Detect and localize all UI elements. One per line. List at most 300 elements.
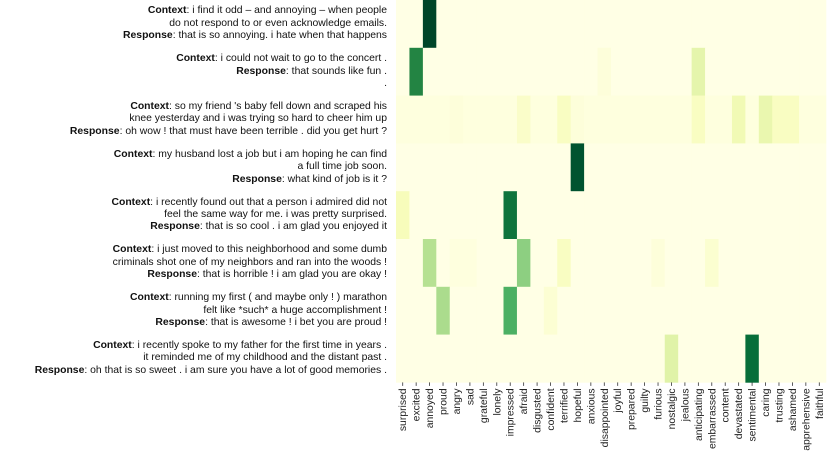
- heatmap-cell: [517, 96, 531, 144]
- heatmap-cell: [719, 0, 733, 48]
- heatmap-cell: [799, 0, 813, 48]
- x-tick-label: jealous: [680, 388, 692, 422]
- heatmap-cell: [651, 287, 665, 335]
- x-tick-label: anxious: [586, 388, 598, 425]
- x-tick-label: surprised: [398, 388, 410, 432]
- heatmap-cell: [651, 335, 665, 383]
- row-label-text: : i find it odd – and annoying – when people: [186, 5, 387, 17]
- heatmap-cell: [530, 48, 544, 96]
- heatmap-cell: [786, 48, 800, 96]
- heatmap-cell: [396, 0, 410, 48]
- heatmap-cell: [799, 96, 813, 144]
- heatmap-cell: [584, 191, 598, 239]
- heatmap-cell: [557, 143, 571, 191]
- heatmap-cell: [813, 287, 827, 335]
- x-tick-label: sad: [465, 388, 477, 406]
- row-label-keyword: Response: [123, 30, 173, 42]
- x-tick-label: afraid: [519, 388, 531, 415]
- heatmap-cell: [517, 48, 531, 96]
- heatmap-cell: [517, 143, 531, 191]
- heatmap-cell: [651, 143, 665, 191]
- heatmap-cell: [450, 0, 464, 48]
- heatmap-cell: [813, 48, 827, 96]
- heatmap-cell: [705, 287, 719, 335]
- row-label-keyword: Response: [69, 125, 120, 137]
- heatmap-cell: [813, 143, 827, 191]
- heatmap-cell: [423, 0, 437, 48]
- x-tick-label: confident: [546, 388, 558, 431]
- x-tick-label: excited: [411, 388, 423, 422]
- heatmap-cell: [544, 48, 558, 96]
- heatmap-cell: [490, 191, 504, 239]
- heatmap-cell: [745, 239, 759, 287]
- x-tick-label: devastated: [734, 388, 746, 440]
- heatmap-cell: [409, 0, 423, 48]
- heatmap-cell: [732, 239, 746, 287]
- heatmap-cell: [705, 239, 719, 287]
- row-label-keyword: Context: [111, 196, 151, 208]
- x-tick-label: guilty: [640, 388, 652, 413]
- row-label-text: : i just moved to this neighborhood and some dumb: [151, 244, 387, 256]
- heatmap-cell: [678, 96, 692, 144]
- heatmap-cell: [692, 191, 706, 239]
- heatmap-cell: [692, 287, 706, 335]
- heatmap-cell: [396, 239, 410, 287]
- heatmap-cell: [638, 96, 652, 144]
- row-label-text: knee yesterday and i was trying so hard to cheer him up: [129, 113, 387, 125]
- heatmap-cell: [423, 287, 437, 335]
- heatmap-cell: [665, 239, 679, 287]
- heatmap-cell: [624, 0, 638, 48]
- heatmap-cell: [584, 0, 598, 48]
- heatmap-cell: [463, 48, 477, 96]
- row-label-keyword: Response: [155, 316, 206, 328]
- heatmap-cell: [719, 335, 733, 383]
- x-tick-label: caring: [761, 388, 773, 417]
- x-tick-label: nostalgic: [666, 388, 678, 430]
- heatmap-cell: [450, 96, 464, 144]
- heatmap-cell: [772, 143, 786, 191]
- heatmap-cell: [396, 287, 410, 335]
- x-tick-label: lonely: [492, 388, 504, 416]
- heatmap-cell: [638, 335, 652, 383]
- heatmap-cell: [557, 0, 571, 48]
- heatmap-cell: [705, 335, 719, 383]
- row-label-keyword: Response: [232, 173, 282, 185]
- row-label-text: : my husband lost a job but i am hoping he can find: [152, 148, 387, 160]
- heatmap-cell: [477, 0, 491, 48]
- heatmap-cell: [477, 143, 491, 191]
- heatmap-cell: [759, 287, 773, 335]
- row-label-text: feel the same way for me. i was pretty surprised.: [164, 208, 387, 220]
- heatmap-cell: [463, 239, 477, 287]
- heatmap-cell: [409, 96, 423, 144]
- heatmap-cell: [517, 335, 531, 383]
- row-label-text: it reminded me of my childhood and the distant past .: [143, 352, 387, 364]
- x-tick-label: sentimental: [747, 388, 759, 442]
- heatmap-cell: [745, 96, 759, 144]
- heatmap-cell: [477, 335, 491, 383]
- heatmap-cell: [745, 0, 759, 48]
- heatmap-cell: [638, 143, 652, 191]
- heatmap-cell: [705, 191, 719, 239]
- heatmap-cell: [504, 96, 518, 144]
- heatmap-cell: [450, 287, 464, 335]
- x-tick-label: prepared: [626, 388, 638, 430]
- heatmap-cell: [638, 48, 652, 96]
- heatmap-cell: [813, 335, 827, 383]
- heatmap-cell: [638, 239, 652, 287]
- heatmap-cell: [799, 191, 813, 239]
- heatmap-cell: [477, 287, 491, 335]
- heatmap-cell: [544, 0, 558, 48]
- heatmap-cell: [624, 96, 638, 144]
- row-label-text: : that is horrible ! i am glad you are okay !: [196, 269, 387, 281]
- row-label-text: .: [384, 77, 387, 89]
- heatmap-cell: [611, 96, 625, 144]
- heatmap-cell: [692, 239, 706, 287]
- row-label-text: felt like *such* a huge accomplishment !: [203, 304, 387, 316]
- heatmap-cell: [665, 287, 679, 335]
- x-tick-label: furious: [653, 388, 665, 420]
- heatmap-cell: [436, 0, 450, 48]
- heatmap-cell: [651, 48, 665, 96]
- x-tick-label: anticipating: [693, 388, 705, 441]
- heatmap-cell: [436, 191, 450, 239]
- x-tick-label: grateful: [478, 388, 490, 424]
- heatmap-cell: [571, 48, 585, 96]
- heatmap-cell: [584, 48, 598, 96]
- heatmap-cell: [584, 287, 598, 335]
- heatmap-cell: [772, 48, 786, 96]
- heatmap-cell: [557, 191, 571, 239]
- row-label-text: : running my first ( and maybe only ! ) marathon: [168, 292, 387, 304]
- heatmap-cell: [719, 239, 733, 287]
- heatmap-cell: [611, 191, 625, 239]
- row-label-text: criminals shot one of my neighbors and ran into the woods !: [112, 256, 387, 268]
- heatmap-cell: [813, 0, 827, 48]
- heatmap-cell: [745, 143, 759, 191]
- heatmap-cell: [705, 0, 719, 48]
- heatmap-cell: [450, 48, 464, 96]
- heatmap-cell: [530, 143, 544, 191]
- x-tick-label: joyful: [613, 388, 625, 413]
- heatmap-cell: [584, 239, 598, 287]
- heatmap-cell: [732, 287, 746, 335]
- heatmap-cell: [665, 0, 679, 48]
- heatmap-cell: [423, 335, 437, 383]
- heatmap-cell: [409, 191, 423, 239]
- heatmap-cell: [530, 96, 544, 144]
- heatmap-cell: [638, 287, 652, 335]
- x-tick-label: impressed: [505, 388, 517, 437]
- heatmap-cell: [490, 48, 504, 96]
- heatmap-cell: [745, 335, 759, 383]
- heatmap-cell: [571, 0, 585, 48]
- x-tick-label: trusting: [774, 388, 786, 423]
- heatmap-cell: [423, 48, 437, 96]
- heatmap-cell: [396, 96, 410, 144]
- row-label-keyword: Response: [147, 269, 197, 281]
- heatmap-cell: [423, 191, 437, 239]
- heatmap-cell: [436, 48, 450, 96]
- heatmap-cell: [719, 48, 733, 96]
- heatmap-cell: [732, 96, 746, 144]
- heatmap-cell: [745, 287, 759, 335]
- heatmap-cell: [813, 96, 827, 144]
- heatmap-cell: [517, 287, 531, 335]
- heatmap-cell: [665, 96, 679, 144]
- heatmap-cell: [651, 191, 665, 239]
- heatmap-cell: [611, 48, 625, 96]
- heatmap-cell: [624, 143, 638, 191]
- heatmap-cell: [490, 287, 504, 335]
- heatmap-cell: [517, 0, 531, 48]
- heatmap-cell: [651, 239, 665, 287]
- heatmap-cell: [678, 48, 692, 96]
- heatmap-cell: [504, 239, 518, 287]
- heatmap-cell: [557, 96, 571, 144]
- heatmap-cell: [813, 239, 827, 287]
- heatmap-cell: [409, 143, 423, 191]
- row-label-text: : what kind of job is it ?: [281, 173, 387, 185]
- heatmap-cell: [584, 335, 598, 383]
- heatmap-cell: [719, 191, 733, 239]
- row-label-keyword: Response: [236, 65, 286, 77]
- heatmap-cell: [423, 96, 437, 144]
- heatmap-cell: [759, 239, 773, 287]
- heatmap-cell: [638, 191, 652, 239]
- heatmap-cell: [665, 48, 679, 96]
- heatmap-cell: [571, 335, 585, 383]
- heatmap-cell: [463, 96, 477, 144]
- heatmap-cell: [477, 48, 491, 96]
- heatmap-cell: [624, 239, 638, 287]
- heatmap-cell: [490, 96, 504, 144]
- heatmap-cell: [665, 191, 679, 239]
- heatmap-cell: [678, 335, 692, 383]
- heatmap-cell: [786, 239, 800, 287]
- heatmap-cell: [678, 0, 692, 48]
- heatmap-cell: [504, 335, 518, 383]
- heatmap-cell: [517, 191, 531, 239]
- heatmap-cell: [598, 335, 612, 383]
- heatmap-cell: [477, 191, 491, 239]
- x-tick-label: disappointed: [599, 388, 611, 448]
- heatmap-cell: [624, 335, 638, 383]
- x-tick-label: terrified: [559, 388, 571, 424]
- x-tick-label: apprehensive: [801, 388, 813, 451]
- x-tick-label: disgusted: [532, 388, 544, 433]
- heatmap-cell: [409, 48, 423, 96]
- heatmap-cell: [678, 239, 692, 287]
- row-label-keyword: Context: [176, 53, 215, 65]
- heatmap-cell: [409, 335, 423, 383]
- heatmap-cell: [436, 335, 450, 383]
- heatmap-cell: [786, 143, 800, 191]
- x-tick-label: faithful: [814, 388, 826, 420]
- heatmap-cell: [571, 191, 585, 239]
- heatmap-cell: [504, 0, 518, 48]
- heatmap-cell: [477, 96, 491, 144]
- heatmap-cell: [705, 48, 719, 96]
- heatmap-cell: [571, 96, 585, 144]
- heatmap-cell: [584, 143, 598, 191]
- row-label-keyword: Context: [130, 292, 169, 304]
- heatmap-cell: [759, 0, 773, 48]
- heatmap-cell: [759, 191, 773, 239]
- heatmap-cell: [544, 287, 558, 335]
- heatmap-cell: [759, 335, 773, 383]
- x-tick-label: content: [720, 388, 732, 423]
- heatmap-cell: [692, 143, 706, 191]
- heatmap-cell: [598, 96, 612, 144]
- heatmap-cell: [772, 96, 786, 144]
- heatmap-cell: [544, 143, 558, 191]
- heatmap-cell: [705, 96, 719, 144]
- heatmap-cell: [504, 143, 518, 191]
- heatmap-cell: [544, 191, 558, 239]
- heatmap-cell: [436, 143, 450, 191]
- row-label-text: : so my friend 's baby fell down and scraped his: [169, 100, 387, 112]
- heatmap-cell: [799, 143, 813, 191]
- heatmap-cell: [530, 0, 544, 48]
- heatmap-cell: [544, 239, 558, 287]
- heatmap-cell: [692, 335, 706, 383]
- heatmap-cell: [504, 48, 518, 96]
- heatmap-cell: [396, 335, 410, 383]
- row-label-text: : i recently spoke to my father for the first time in years .: [131, 339, 387, 351]
- heatmap-cell: [450, 335, 464, 383]
- heatmap-cell: [732, 191, 746, 239]
- heatmap-cell: [772, 0, 786, 48]
- heatmap-cell: [409, 287, 423, 335]
- heatmap-cell: [692, 48, 706, 96]
- heatmap-cell: [719, 143, 733, 191]
- heatmap-cell: [557, 239, 571, 287]
- heatmap-cell: [611, 0, 625, 48]
- heatmap-cell: [705, 143, 719, 191]
- heatmap-cell: [450, 143, 464, 191]
- heatmap-cell: [450, 239, 464, 287]
- heatmap-cell: [423, 143, 437, 191]
- heatmap-cell: [786, 191, 800, 239]
- row-label-keyword: Context: [130, 100, 169, 112]
- heatmap-cell: [772, 239, 786, 287]
- heatmap-cell: [517, 239, 531, 287]
- row-label-text: a full time job soon.: [297, 161, 387, 173]
- x-tick-label: hopeful: [572, 388, 584, 423]
- heatmap-cell: [651, 96, 665, 144]
- heatmap-cell: [759, 48, 773, 96]
- heatmap-cell: [719, 287, 733, 335]
- heatmap-cell: [799, 48, 813, 96]
- heatmap-cell: [490, 335, 504, 383]
- heatmap-cell: [772, 335, 786, 383]
- heatmap-cell: [665, 143, 679, 191]
- row-label-keyword: Context: [113, 148, 153, 160]
- heatmap-cell: [463, 191, 477, 239]
- heatmap-cell: [544, 96, 558, 144]
- heatmap-cell: [557, 48, 571, 96]
- row-label-text: : that is awesome ! i bet you are proud !: [205, 316, 387, 328]
- heatmap-cell: [463, 0, 477, 48]
- heatmap-cell: [598, 143, 612, 191]
- heatmap-cell: [732, 0, 746, 48]
- heatmap-cell: [624, 191, 638, 239]
- heatmap-cell: [598, 191, 612, 239]
- heatmap-cell: [786, 335, 800, 383]
- heatmap-cell: [611, 143, 625, 191]
- heatmap-cell: [530, 239, 544, 287]
- x-tick-label: angry: [451, 388, 463, 415]
- heatmap-cell: [598, 239, 612, 287]
- heatmap-cell: [584, 96, 598, 144]
- heatmap-cell: [678, 287, 692, 335]
- heatmap-cell: [504, 191, 518, 239]
- heatmap-cell: [490, 239, 504, 287]
- heatmap-cell: [530, 191, 544, 239]
- heatmap-cell: [813, 191, 827, 239]
- row-label-text: : i recently found out that a person i admired did not: [150, 196, 387, 208]
- heatmap-cell: [477, 239, 491, 287]
- heatmap-cell: [692, 0, 706, 48]
- heatmap-cell: [611, 335, 625, 383]
- heatmap-cell: [678, 143, 692, 191]
- heatmap-cell: [799, 335, 813, 383]
- heatmap-cell: [786, 0, 800, 48]
- heatmap-cell: [598, 287, 612, 335]
- x-tick-label: annoyed: [425, 388, 437, 429]
- heatmap-cell: [396, 48, 410, 96]
- heatmap-cell: [638, 0, 652, 48]
- heatmap-cell: [665, 335, 679, 383]
- heatmap-cell: [504, 287, 518, 335]
- heatmap-cell: [624, 287, 638, 335]
- row-label-text: : that is so annoying. i hate when that happens: [172, 30, 387, 42]
- heatmap-cell: [611, 239, 625, 287]
- x-tick-label: ashamed: [787, 388, 799, 432]
- heatmap-cell: [759, 96, 773, 144]
- x-tick-label: proud: [438, 388, 450, 415]
- heatmap-cell: [463, 335, 477, 383]
- heatmap-cell: [692, 96, 706, 144]
- heatmap-cell: [530, 335, 544, 383]
- heatmap-cell: [732, 143, 746, 191]
- row-label-keyword: Context: [112, 244, 152, 256]
- heatmap-cell: [772, 287, 786, 335]
- heatmap-cell: [799, 239, 813, 287]
- heatmap-cell: [598, 0, 612, 48]
- heatmap-cell: [571, 287, 585, 335]
- heatmap-cell: [786, 96, 800, 144]
- heatmap-cell: [772, 191, 786, 239]
- heatmap-cell: [786, 287, 800, 335]
- heatmap-cell: [719, 96, 733, 144]
- heatmap-cell: [651, 0, 665, 48]
- row-label-text: : i could not wait to go to the concert .: [214, 53, 387, 65]
- heatmap-cell: [436, 96, 450, 144]
- heatmap-cell: [611, 287, 625, 335]
- heatmap-cell: [759, 143, 773, 191]
- heatmap-cell: [745, 48, 759, 96]
- heatmap-cell: [571, 143, 585, 191]
- heatmap-cell: [409, 239, 423, 287]
- heatmap-cell: [624, 48, 638, 96]
- heatmap-cell: [463, 287, 477, 335]
- row-label-text: : that sounds like fun .: [285, 65, 387, 77]
- row-label-text: : that is so cool . i am glad you enjoyed it: [199, 221, 387, 233]
